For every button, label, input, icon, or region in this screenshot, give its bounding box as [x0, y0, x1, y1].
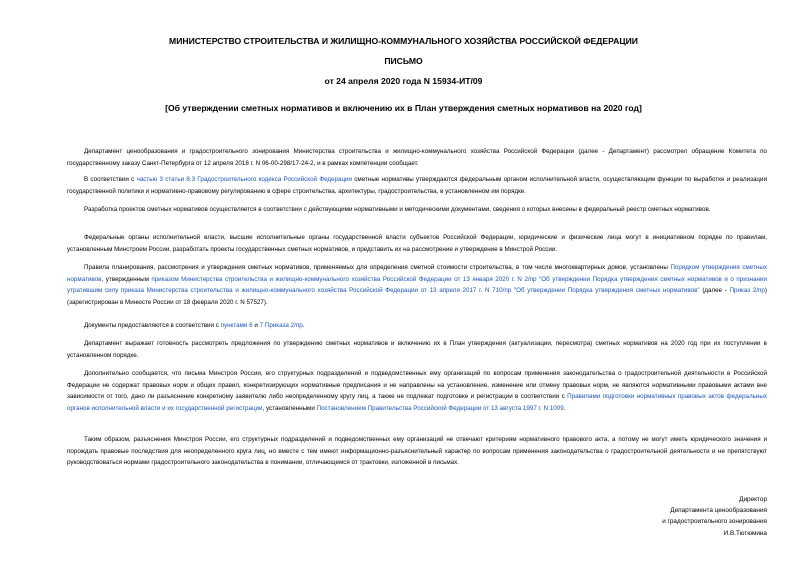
paragraph-text: Таким образом, разъяснения Минстроя России, его структурных подразделений и подведомственных ему организаций не отвечают критериям нормативного правового акта, а потому не могут иметь юридического значения и порождать правовые последствия для неопределенного круга лиц, но вместе с тем имеют информационно-разъяснительный характер по вопросам применения законодательства о градостроительной деятельности и не препятствуют руководствоваться нормами градостроительного законодательства в понимании, отличающемся от трактовки, изложенной в письмах.	[67, 436, 767, 467]
paragraph-text: ) (зарегистрирован в Минюсте России от 18 февраля 2020 г. N 57527).	[67, 287, 768, 306]
link-punkt-6[interactable]: пунктами 6	[220, 322, 253, 329]
paragraph-6	[67, 320, 767, 332]
paragraph-text: Департамент выражает готовность рассмотреть предложения по утверждению сметных нормативов и включению их в План утверждения (актуализации, пересмотра) сметных нормативов на 2020 год при их поступлении в установленном порядке.	[67, 340, 767, 359]
document-subject: [Об утверждении сметных нормативов и включению их в План утверждения сметных нормативов на 2020 год]	[165, 103, 642, 113]
paragraph-3	[67, 204, 767, 216]
paragraph-text: Правила планирования, рассмотрения и утверждения сметных нормативов, применяемых для определения сметной стоимости строительства, в том числе многоквартирных домов, установлены	[84, 264, 671, 271]
link-poryadok-utverzhdeniya[interactable]: Порядком утверждения сметных нормативов	[67, 264, 767, 283]
link-prikaz-2pr[interactable]: приказом Министерства строительства и жилищно-коммунального хозяйства Российской Федерации от 13 января 2020 г. N 2/пр "Об утверждении Порядка утверждения сметных нормативов и о признании утратившим силу приказа Министерства строительства и жилищно-коммунального хозяйства Российской Федерации от 13 апреля 2017 г. N 710/пр "Об утверждении Порядка утверждения сметных нормативов"	[67, 275, 767, 295]
paragraph-text: Разработка проектов сметных нормативов осуществляется в соответствии с действующими нормативными и методическими документами, сведения о которых внесены в федеральный реестр сметных нормативов.	[84, 206, 711, 213]
link-postanovlenie-1009[interactable]: Постановлением Правительства Российской Федерации от 13 августа 1997 г. N 1009	[316, 404, 564, 412]
paragraph-text: .	[563, 404, 566, 412]
link-pravila-podgotovki[interactable]: Правилами подготовки нормативных правовых актов федеральных органов исполнительной власти и их государственной регистрации	[67, 393, 767, 412]
document-type: ПИСЬМО	[384, 56, 423, 66]
paragraph-text: Федеральные органы исполнительной власти, высшие исполнительные органы государственной власти субъектов Российской Федерации, юридические и физические лица могут в инициативном порядке по правилам, установленным Минстроем России, разработать проекты государственных сметных нормативов, и представить их на рассмотрение и утверждение в Минстрой России.	[67, 234, 767, 253]
link-gradostroitelny-kodeks[interactable]: частью 3 статьи 8.3 Градостроительного кодекса Российской Федерации	[136, 176, 353, 183]
link-prikaz-2pr-short[interactable]: Приказ 2/пр	[729, 287, 765, 295]
signature-name: И.В.Тютюмина	[723, 529, 767, 537]
signature-department: Департамента ценообразования	[670, 507, 767, 515]
ministry-title: МИНИСТЕРСТВО СТРОИТЕЛЬСТВА И ЖИЛИЩНО-КОММУНАЛЬНОГО ХОЗЯЙСТВА РОССИЙСКОЙ ФЕДЕРАЦИИ	[169, 36, 638, 46]
paragraph-text: .	[302, 322, 305, 329]
paragraph-7	[67, 338, 767, 361]
paragraph-9	[67, 434, 767, 469]
paragraph-text: и	[252, 322, 260, 329]
signature-block	[662, 494, 767, 539]
paragraph-8	[67, 368, 767, 414]
paragraph-4	[67, 232, 767, 255]
paragraph-5	[67, 262, 767, 308]
paragraph-text: , утвержденным	[101, 275, 152, 283]
signature-department-cont: и градостроительного зонирования	[662, 518, 767, 526]
link-punkt-7-prikaz[interactable]: 7 Приказа 2/пр	[259, 322, 303, 329]
signature-position: Директор	[739, 496, 767, 503]
paragraph-text: Документы предоставляются в соответствии с	[84, 322, 221, 329]
paragraph-text: (далее -	[699, 287, 730, 295]
paragraph-text: сметные нормативы утверждаются федеральным органом исполнительной власти, осуществляющим функции по выработке и реализации государственной политики и нормативно-правовому регулированию в сфере строительства, архитектуры, градостроительства, в установленном им порядке.	[67, 176, 767, 195]
document-date-number: от 24 апреля 2020 года N 15934-ИТ/09	[324, 76, 483, 86]
paragraph-1	[67, 146, 767, 169]
paragraph-2	[67, 174, 767, 197]
paragraph-text: Департамент ценообразования и градостроительного зонирования Министерства строительства и жилищно-коммунального хозяйства Российской Федерации (далее - Департамент) рассмотрел обращение Комитета по государственному заказу Санкт-Петербурга от 12 апреля 2018 г. N 06-00-298/17-24-2, и в рамках компетенции сообщает.	[67, 148, 767, 167]
paragraph-text: , установленными	[262, 404, 317, 412]
paragraph-text: В соответствии с	[84, 176, 137, 183]
paragraph-text: Дополнительно сообщается, что письма Минстроя России, его структурных подразделений и подведомственных ему организаций по вопросам применения законодательства о градостроительной деятельности в Российской Федерации не содержат правовых норм и общих правил, конкретизирующих нормативные предписания и не направлены на установление, изменение или отмену правовых норм, не являются нормативными правовыми актами вне зависимости от того, дано ли разъяснение конкретному заявителю либо неопределенному кругу лиц, а также не подлежат подготовке и регистрации в соответствии с	[67, 370, 767, 401]
